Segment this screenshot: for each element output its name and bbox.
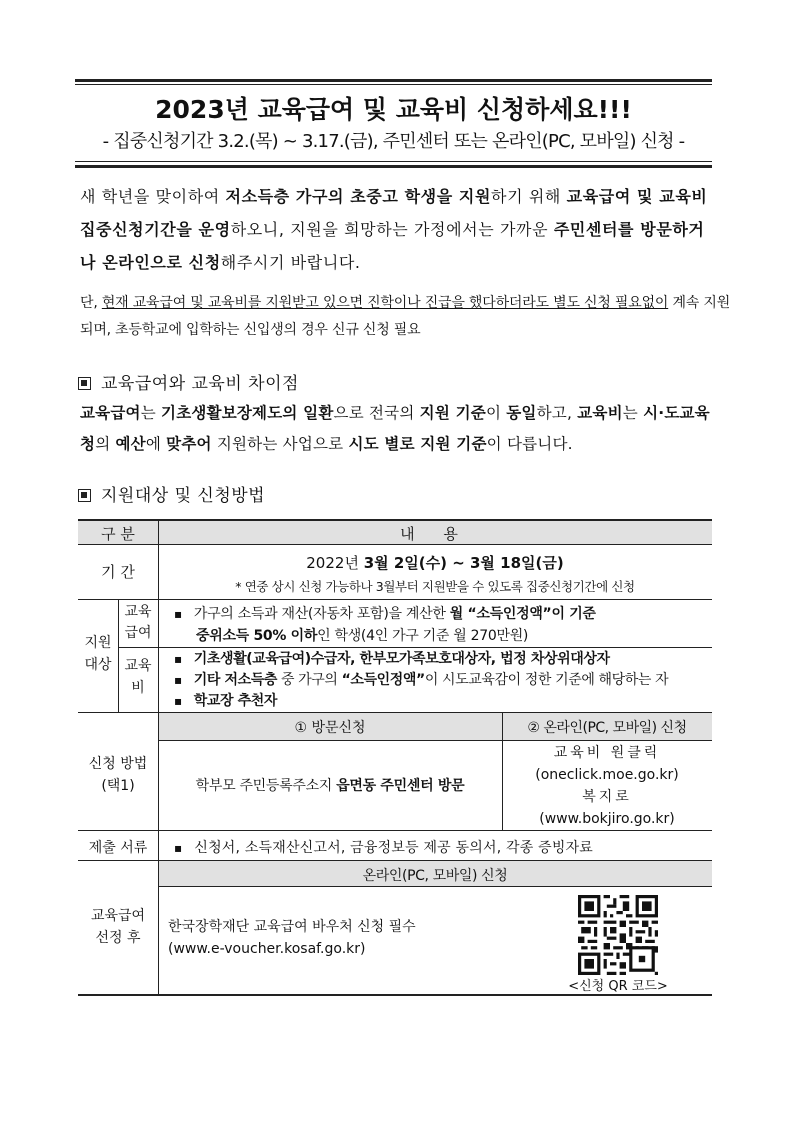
method-label: [78, 753, 158, 797]
edu-benefit-label-line: 교육: [124, 604, 152, 620]
diff-bold: 교육비: [577, 404, 623, 422]
table-line: [78, 544, 712, 545]
edu-cost-label-line: 비: [131, 680, 145, 696]
table-line: [158, 740, 712, 741]
edu-benefit-bold: 중위소득 50% 이하: [196, 628, 318, 644]
edu-cost-bold: 기타 저소득층: [193, 672, 277, 688]
edu-cost-item: [174, 649, 708, 670]
section-heading-eligibility: [78, 481, 265, 506]
intro-bold: 주민센터를 방문하거나 온라인으로 신청: [80, 220, 705, 272]
eligibility-table: [78, 519, 712, 996]
after-detail: [168, 916, 508, 960]
note-underlined: 현재 교육급여 및 교육비를 지원받고 있으면 진학이나 진급을 했다하더라도 별도 신청 필요없이: [101, 295, 669, 311]
diff-bold: 시·도교육청: [80, 404, 710, 453]
method-online-detail: [502, 742, 712, 830]
bullet-item: [174, 693, 194, 709]
after-url: (www.e-voucher.kosaf.go.kr): [168, 941, 366, 957]
edu-cost-label-line: 교육: [124, 658, 152, 674]
diff-text: 지원하는 사업으로: [211, 435, 349, 453]
intro-text: 하기 위해: [491, 187, 567, 206]
diff-bold: 기초생활보장제도의 일환: [161, 404, 334, 422]
after-header: 온라인(PC, 모바일) 신청: [362, 868, 508, 884]
edu-cost-bold: “소득인정액”: [341, 672, 425, 688]
diff-bold: 예산: [115, 435, 146, 453]
period-year: 2022년: [306, 554, 364, 572]
docs-label: 제출 서류: [88, 840, 148, 856]
period-dates: 3월 2일(수) ~ 3월 18일(금): [363, 554, 564, 572]
docs-text: 신청서, 소득재산신고서, 금융정보등 제공 동의서, 각종 증빙자료: [194, 840, 594, 856]
after-label-line: 선정 후: [95, 930, 141, 946]
intro-text: 하오니, 지원을 희망하는 가정에서는 가까운: [230, 220, 554, 239]
section-heading-text: 지원대상 및 신청방법: [101, 486, 266, 506]
qr-caption: <신청 QR 코드>: [568, 979, 668, 994]
diff-text: 의: [95, 435, 116, 453]
section-heading-text: 교육급여와 교육비 차이점: [101, 374, 299, 394]
table-line: [118, 647, 712, 648]
online-site-url: (www.bokjiro.go.kr): [539, 811, 675, 827]
qr-code-image: [578, 895, 658, 975]
online-site-name: 교육비 원클릭: [553, 745, 661, 761]
diff-text: 에: [145, 435, 167, 453]
difference-paragraph: [80, 398, 720, 460]
bullet-item: [174, 840, 194, 856]
edu-benefit-label: [118, 602, 158, 644]
target-label-line: 지원: [84, 635, 112, 651]
page-subtitle: - 집중신청기간 3.2.(목) ~ 3.17.(금), 주민센터 또는 온라인(PC, 모바일) 신청 -: [102, 131, 685, 152]
method-visit-detail: [158, 775, 502, 795]
docs-content: [174, 837, 708, 857]
diff-text: 하고,: [536, 404, 578, 422]
period-label: 기 간: [101, 563, 135, 581]
edu-cost-label: [118, 655, 158, 699]
table-border-bottom: [78, 994, 712, 996]
method-visit-header: ① 방문신청: [294, 720, 366, 736]
edu-benefit-text: 인 학생(4인 가구 기준 월 270만원): [317, 628, 529, 644]
edu-cost-bold: 기초생활(교육급여)수급자, 한부모가족보호대상자, 법정 차상위대상자: [193, 651, 610, 667]
edu-benefit-text: 가구의 소득과 재산(자동차 포함)을 계산한: [193, 606, 450, 622]
target-label: [78, 632, 118, 676]
online-site-url: (oneclick.moe.go.kr): [535, 767, 679, 783]
method-visit-bold: 읍면동 주민센터 방문: [336, 778, 465, 794]
after-label-line: 교육급여: [90, 908, 146, 924]
period-main: [158, 552, 712, 573]
diff-bold: 맞추어: [166, 435, 212, 453]
intro-bold: 저소득층 가구의 초중고 학생을 지원: [225, 187, 492, 206]
edu-benefit-bold: 월 “소득인정액”이 기준: [449, 606, 596, 622]
header-rule-top-thin: [75, 84, 712, 85]
square-bullet-icon: [78, 489, 91, 502]
method-visit-text: 학부모 주민등록주소지: [195, 778, 337, 794]
diff-bold: 지원 기준: [419, 404, 486, 422]
online-site-name: 복지로: [582, 789, 632, 805]
diff-text: 이 다릅니다.: [486, 435, 573, 453]
diff-text: 으로 전국의: [333, 404, 420, 422]
method-label-line: 신청 방법: [88, 756, 148, 772]
diff-text: 는: [140, 404, 162, 422]
intro-text: 해주시기 바랍니다.: [220, 253, 361, 272]
diff-text: 는: [622, 404, 644, 422]
diff-text: 이: [485, 404, 507, 422]
note-paragraph: [80, 290, 730, 344]
intro-text: 새 학년을 맞이하여: [80, 187, 226, 206]
col-header-content: 내 용: [400, 525, 470, 543]
edu-cost-text: 이 시도교육감이 정한 기준에 해당하는 자: [424, 672, 669, 688]
edu-benefit-criteria: [174, 603, 704, 647]
edu-cost-text: 중 가구의: [276, 672, 342, 688]
table-line: [78, 599, 712, 600]
diff-bold: 동일: [506, 404, 537, 422]
edu-cost-bold: 학교장 추천자: [193, 693, 277, 709]
after-text: 한국장학재단 교육급여 바우처 신청 필수: [168, 919, 416, 935]
intro-bold: 교육급여 및 교육비 집중신청기간을 운영: [80, 187, 708, 239]
diff-bold: 교육급여: [80, 404, 141, 422]
table-line: [78, 830, 712, 831]
section-heading-difference: [78, 369, 299, 394]
edu-cost-item: [174, 670, 708, 691]
bullet-item: [174, 606, 194, 622]
table-line: [78, 860, 712, 861]
edu-cost-item: [174, 691, 708, 712]
edu-benefit-label-line: 급여: [124, 625, 152, 641]
page-title: 2023년 교육급여 및 교육비 신청하세요!!!: [155, 95, 632, 124]
table-line: [78, 712, 712, 713]
header-rule-bottom: [75, 165, 712, 168]
table-border-top: [78, 519, 712, 521]
method-label-line: (택1): [101, 778, 135, 794]
after-label: [78, 905, 158, 949]
intro-paragraph: [80, 180, 720, 279]
bullet-item: [174, 651, 194, 667]
square-bullet-icon: [78, 377, 91, 390]
diff-bold: 시도 별로 지원 기준: [348, 435, 487, 453]
header-rule-bottom-thin: [75, 161, 712, 162]
target-label-line: 대상: [84, 657, 112, 673]
bullet-item: [174, 672, 194, 688]
note-text: 단,: [80, 295, 102, 311]
period-note: * 연중 상시 신청 가능하나 3월부터 지원받을 수 있도록 집중신청기간에 신청: [235, 579, 635, 594]
header-rule-top: [75, 79, 712, 82]
edu-cost-criteria: [174, 649, 708, 712]
method-online-header: ② 온라인(PC, 모바일) 신청: [527, 720, 687, 736]
note-text: 계속 지원되며, 초등학교에 입학하는 신입생의 경우 신규 신청 필요: [80, 295, 731, 338]
col-header-category: 구 분: [101, 525, 135, 543]
table-line: [158, 886, 712, 887]
